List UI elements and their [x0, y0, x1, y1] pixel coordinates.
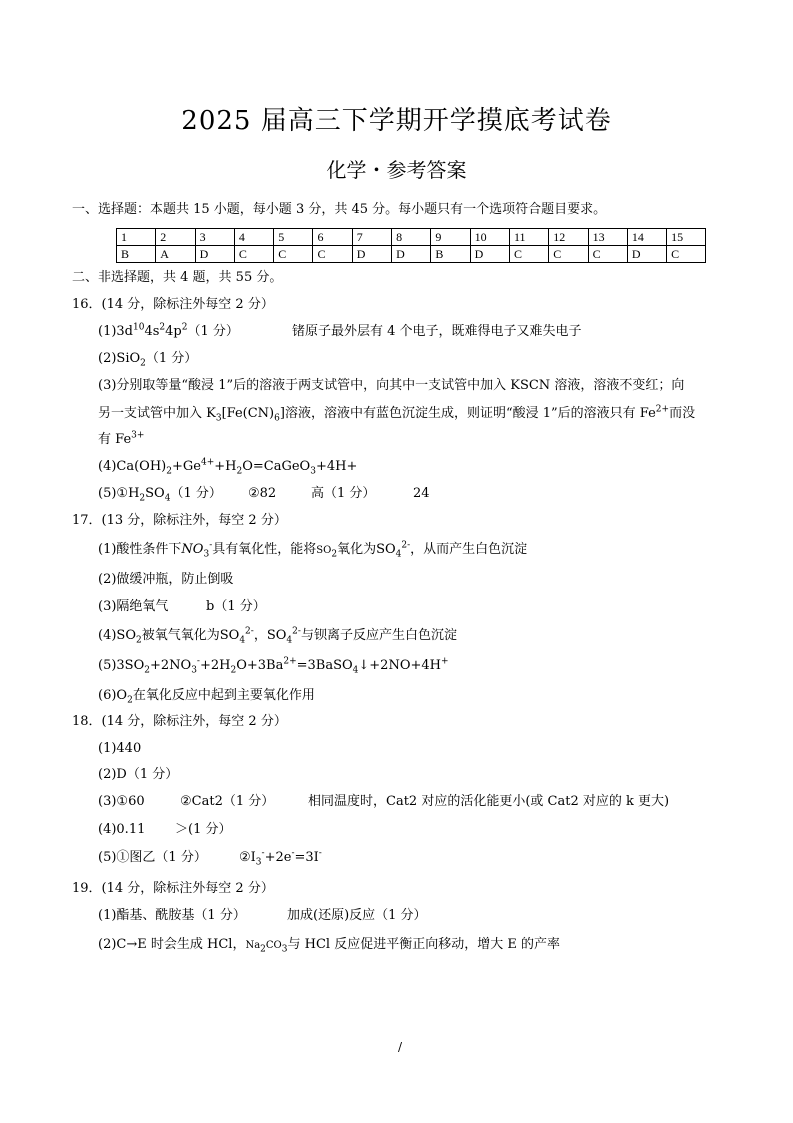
- answer-cell: C: [509, 246, 548, 263]
- q17-4-sup: 2-: [292, 626, 301, 637]
- page-footer-mark: /: [398, 1040, 403, 1054]
- answer-cell: C: [549, 246, 588, 263]
- q16-1-text: (1)3d: [98, 324, 134, 339]
- q16-1-sup: 10: [133, 322, 145, 333]
- q18-5-text: ②I: [239, 850, 256, 865]
- q19-answer-1b: 加成(还原)反应（1 分）: [287, 908, 427, 923]
- q16-2-text: (2)SiO: [98, 351, 141, 366]
- q17-5-sub: 2: [230, 665, 237, 676]
- q16-1-sup: 2: [181, 322, 188, 333]
- answer-cell: D: [195, 246, 234, 263]
- answer-cell: D: [627, 246, 666, 263]
- q17-4-sub: 4: [286, 635, 293, 646]
- q16-5-score: （1 分）: [170, 486, 222, 501]
- question-number-cell: 13: [588, 229, 627, 246]
- q16-3-text: 而没: [669, 406, 696, 421]
- q17-5-sup: 2+: [283, 656, 297, 667]
- page-subtitle: 化学・参考答案: [326, 158, 467, 182]
- q19-2-text: 与 HCl 反应促进平衡正向移动，增大 E 的产率: [287, 937, 560, 952]
- q18-5-sup: -: [261, 848, 265, 859]
- q16-2-sub: 2: [140, 358, 146, 369]
- q16-4-sub: 2: [166, 466, 172, 477]
- q16-1-text: 4p: [165, 324, 182, 339]
- q17-6-sub: 2: [127, 695, 133, 706]
- q18-answer-3a: (3)①60: [98, 794, 145, 809]
- q17-1-sup: 2-: [401, 540, 411, 551]
- q17-answer-6: [98, 688, 315, 704]
- q18-5-text: =3I: [294, 850, 319, 865]
- q16-answer-3-line1: (3)分别取等量“酸浸 1”后的溶液于两支试管中，向其中一支试管中加入 KSCN 溶液，溶液不变红；向: [98, 378, 685, 393]
- question-number-cell: 12: [549, 229, 588, 246]
- q17-1-sub: 2: [331, 549, 338, 560]
- q19-2-sub: 3: [281, 944, 288, 955]
- q16-answer-5a: [98, 486, 222, 502]
- q17-4-text: ，: [253, 628, 267, 643]
- answer-cell: C: [667, 246, 706, 263]
- q16-5-sub: 4: [164, 493, 171, 504]
- q16-2-score: （1 分）: [145, 351, 198, 366]
- q16-5-text: (5)①H: [98, 486, 140, 501]
- q19-2-text: (2)C→E 时会生成 HCl，: [98, 937, 246, 952]
- q17-1-sub: 4: [395, 549, 402, 560]
- section-2-heading: 二、非选择题，共 4 题，共 55 分。: [72, 270, 283, 285]
- q18-answer-5a: (5)①图乙（1 分）: [98, 850, 207, 865]
- q17-1-formula: SO: [316, 545, 332, 556]
- q17-answer-2: (2)做缓冲瓶，防止倒吸: [98, 572, 234, 587]
- q17-4-sub: 4: [239, 635, 246, 646]
- q17-5-sup: +: [440, 656, 449, 667]
- q17-answer-4: [98, 628, 457, 644]
- q19-2-formula: Na: [245, 940, 261, 951]
- q18-answer-5b: [239, 850, 322, 866]
- q16-3-text: 另一支试管中加入 K: [98, 406, 216, 421]
- q16-3-sup: 2+: [655, 404, 670, 415]
- q17-6-text: 在氧化反应中起到主要氧化作用: [132, 688, 315, 703]
- q16-answer-4: [98, 459, 357, 475]
- answer-cell: C: [313, 246, 352, 263]
- q17-answer-1: [98, 542, 527, 559]
- answer-cell: D: [470, 246, 509, 263]
- q16-4-text: +4H+: [315, 459, 358, 474]
- q16-4-sub: 2: [236, 466, 243, 477]
- answer-cell: D: [392, 246, 431, 263]
- q16-4-text: +Ge: [171, 459, 201, 474]
- q17-1-text: 氧化为: [337, 542, 377, 557]
- question-number-cell: 6: [313, 229, 352, 246]
- question-number-cell: 15: [667, 229, 706, 246]
- q16-4-text: +H: [214, 459, 237, 474]
- question-number-cell: 9: [431, 229, 470, 246]
- q16-1-score: （1 分）: [187, 324, 239, 339]
- q18-heading: 18．(14 分，除标注外，每空 2 分）: [72, 714, 287, 729]
- q18-5-text: +2e: [264, 850, 292, 865]
- q18-answer-2: (2)D（1 分）: [98, 767, 179, 782]
- answer-cell: D: [352, 246, 391, 263]
- answer-cell: A: [156, 246, 195, 263]
- answer-table-number-row: [117, 229, 706, 246]
- q16-answer-5d: 24: [413, 486, 430, 501]
- q19-heading: 19．(14 分，除标注外每空 2 分）: [72, 881, 274, 896]
- q16-1-text: 4s: [144, 324, 160, 339]
- answer-cell: C: [274, 246, 313, 263]
- q17-5-sub: 4: [352, 665, 359, 676]
- q17-1-formula: NO: [181, 542, 204, 557]
- answer-cell: B: [431, 246, 470, 263]
- q18-answer-3b: ②Cat2（1 分）: [180, 794, 275, 809]
- q19-2-formula: CO: [265, 940, 282, 951]
- question-number-cell: 1: [117, 229, 156, 246]
- q17-heading: 17．(13 分，除标注外，每空 2 分）: [72, 513, 287, 528]
- answer-cell: C: [588, 246, 627, 263]
- q16-5-sub: 2: [139, 493, 146, 504]
- q17-5-text: +2H: [199, 658, 231, 673]
- q17-5-text: O+3Ba: [236, 658, 284, 673]
- q16-3-sup: 3+: [131, 430, 145, 441]
- q16-3-sub: 3: [215, 413, 222, 424]
- q16-heading: 16．(14 分，除标注外每空 2 分）: [72, 297, 274, 312]
- q16-3-text: ]溶液，溶液中有蓝色沉淀生成，则证明“酸浸 1”后的溶液只有 Fe: [279, 406, 656, 421]
- question-number-cell: 11: [509, 229, 548, 246]
- q16-answer-3-line2: [98, 406, 695, 422]
- q17-5-sup: -: [196, 656, 200, 667]
- question-number-cell: 2: [156, 229, 195, 246]
- answer-table-answer-row: [117, 246, 706, 263]
- q16-answer-3-line3: [98, 432, 144, 448]
- q18-answer-1: (1)440: [98, 741, 142, 756]
- q17-answer-3b: b（1 分）: [206, 599, 266, 614]
- q16-answer-1-explanation: 锗原子最外层有 4 个电子，既难得电子又难失电子: [292, 324, 582, 339]
- q19-answer-1a: (1)酯基、酰胺基（1 分）: [98, 908, 246, 923]
- q16-4-text: (4)Ca(OH): [98, 459, 167, 474]
- question-number-cell: 7: [352, 229, 391, 246]
- q16-answer-1: [98, 324, 239, 340]
- q18-5-sub: 3: [255, 857, 262, 868]
- q17-1-text: ，从而产生白色沉淀: [410, 542, 528, 557]
- question-number-cell: 4: [234, 229, 273, 246]
- q17-4-sup: 2-: [245, 626, 254, 637]
- q17-1-text: 具有氧化性，能将: [212, 542, 317, 557]
- q17-1-sup: -: [209, 540, 213, 551]
- q19-answer-2: [98, 937, 560, 954]
- q17-answer-3a: (3)隔绝氧气: [98, 599, 169, 614]
- question-number-cell: 14: [627, 229, 666, 246]
- answer-cell: C: [234, 246, 273, 263]
- q17-5-text: ↓+2NO+4H: [358, 658, 441, 673]
- q18-5-sup: -: [318, 848, 322, 859]
- q17-4-text: (4)SO: [98, 628, 136, 643]
- q16-1-sup: 2: [159, 322, 166, 333]
- q17-1-text: (1)酸性条件下: [98, 542, 182, 557]
- q16-4-sup: 4+: [200, 457, 215, 468]
- q18-5-sup: -: [291, 848, 295, 859]
- q17-5-text: (5)3SO: [98, 658, 145, 673]
- q16-answer-2: [98, 351, 197, 367]
- question-number-cell: 3: [195, 229, 234, 246]
- q17-1-sub: 3: [203, 549, 210, 560]
- q18-answer-4b: ＞(1 分）: [175, 822, 232, 837]
- q17-4-sub: 2: [135, 635, 142, 646]
- q16-4-sub: 3: [310, 466, 316, 477]
- q17-5-text: +2NO: [149, 658, 192, 673]
- question-number-cell: 8: [392, 229, 431, 246]
- q16-5-text: SO: [145, 486, 165, 501]
- q17-5-sub: 2: [144, 665, 150, 676]
- page-title: 2025 届高三下学期开学摸底考试卷: [181, 106, 612, 136]
- question-number-cell: 10: [470, 229, 509, 246]
- q17-5-text: =3BaSO: [296, 658, 353, 673]
- q19-2-sub: 2: [260, 944, 266, 955]
- answer-cell: B: [117, 246, 156, 263]
- question-number-cell: 5: [274, 229, 313, 246]
- q17-4-text: 与钡离子反应产生白色沉淀: [300, 628, 457, 643]
- q17-1-formula: SO: [376, 542, 396, 557]
- q17-4-formula: SO: [219, 628, 240, 643]
- q17-4-formula: SO: [266, 628, 287, 643]
- q17-4-text: 被氧气氧化为: [141, 628, 220, 643]
- q18-answer-4a: (4)0.11: [98, 822, 146, 837]
- q16-answer-5c: 高（1 分）: [311, 486, 376, 501]
- q17-5-sub: 3: [191, 665, 197, 676]
- q17-answer-5: [98, 658, 449, 674]
- section-1-heading: 一、选择题：本题共 15 小题，每小题 3 分，共 45 分。每小题只有一个选项符合题目要求。: [72, 202, 607, 217]
- q16-4-text: O=CaGeO: [242, 459, 311, 474]
- answer-table: [116, 228, 706, 263]
- q16-answer-5b: ②82: [248, 486, 277, 501]
- q16-3-sub: 6: [274, 413, 280, 424]
- q18-answer-3c: 相同温度时，Cat2 对应的活化能更小(或 Cat2 对应的 k 更大): [308, 794, 670, 809]
- q17-6-text: (6)O: [98, 688, 128, 703]
- q16-3-text: [Fe(CN): [221, 406, 275, 421]
- q16-3-text: 有 Fe: [98, 432, 132, 447]
